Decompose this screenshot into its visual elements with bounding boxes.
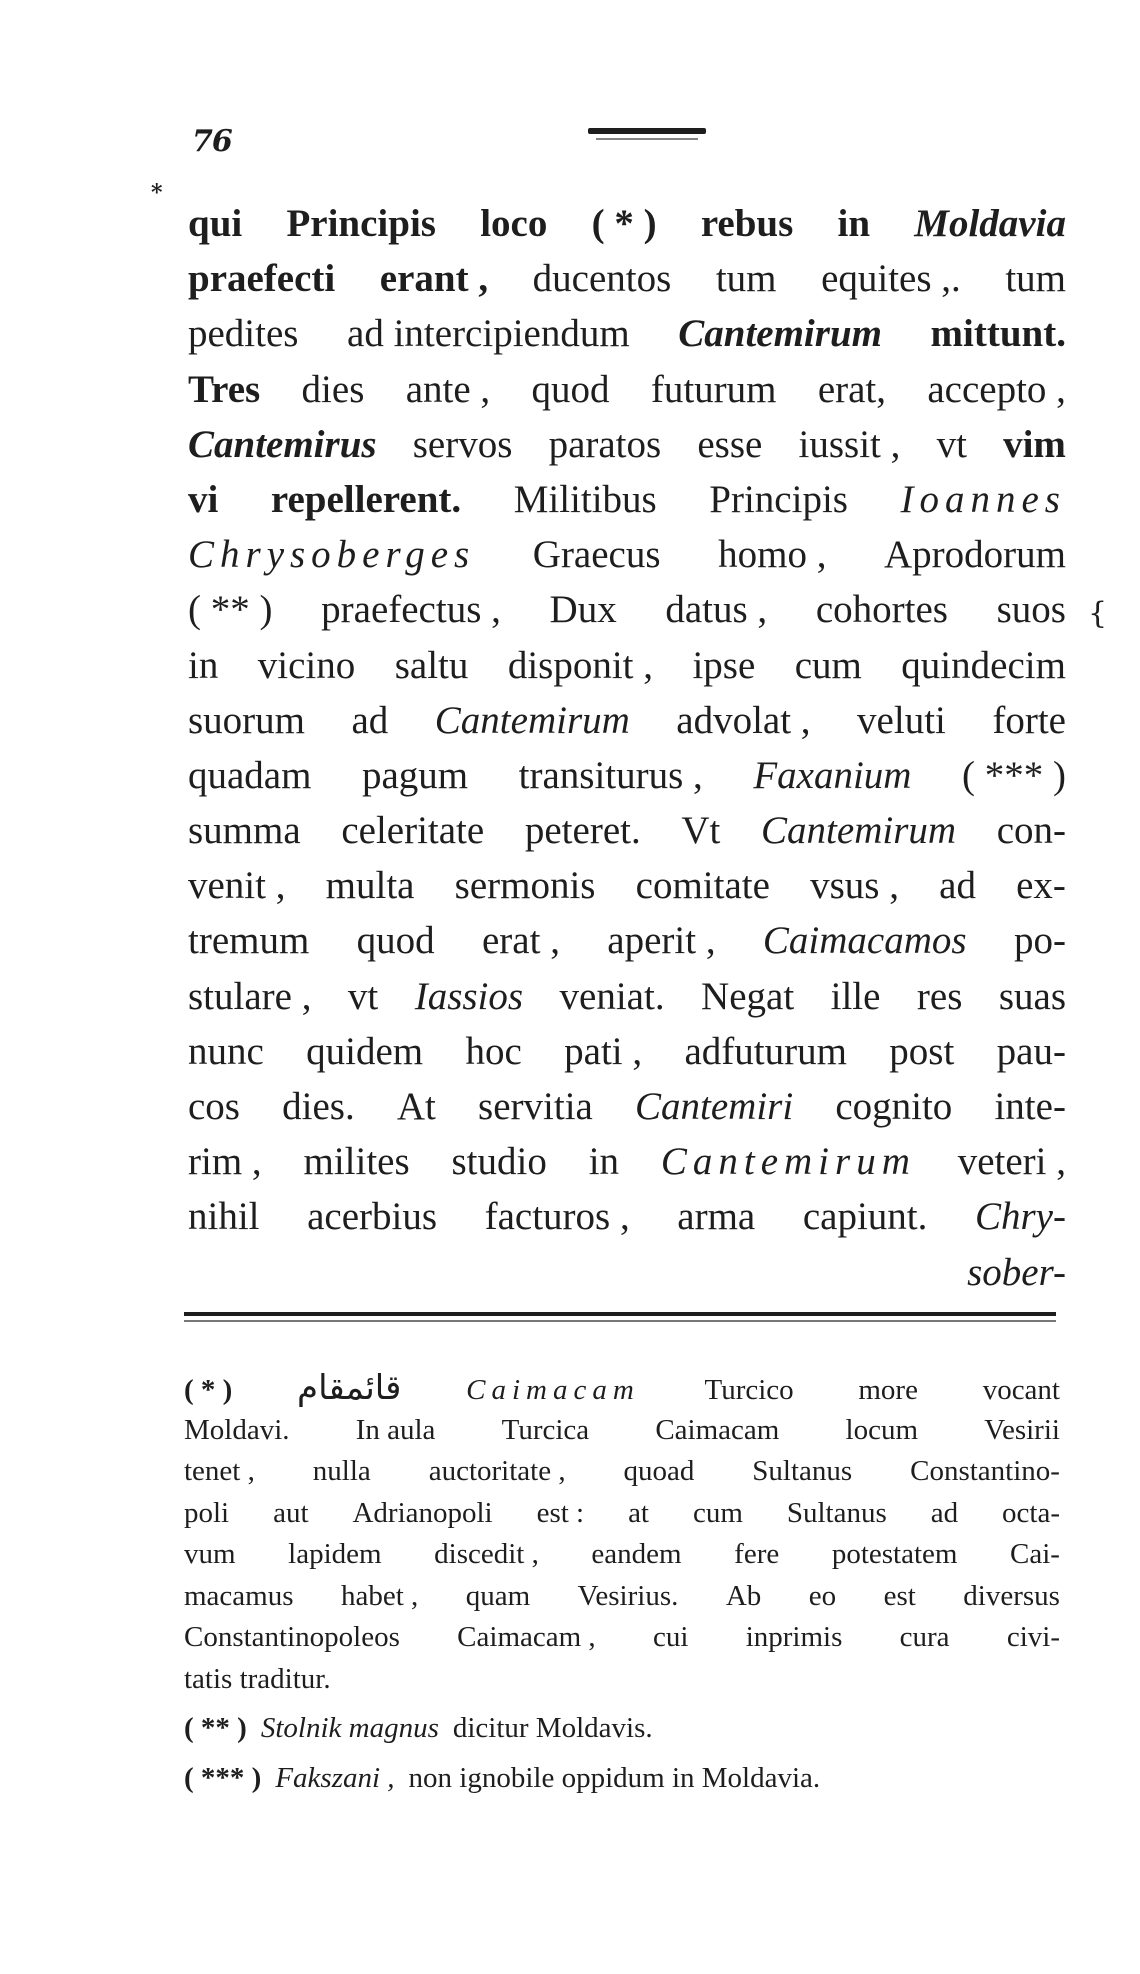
header-ornament-rule (588, 128, 706, 134)
word: Moldavi. (184, 1413, 290, 1446)
word: auctoritate , (428, 1455, 566, 1487)
word: ex- (1016, 864, 1066, 908)
word: erant , (379, 257, 489, 301)
word: Moldavia (914, 202, 1066, 245)
text-line (188, 748, 1066, 803)
word: Vesirius. (577, 1579, 679, 1612)
word: Aprodorum (884, 533, 1066, 577)
word: futurum (650, 367, 777, 411)
word: suas (998, 974, 1066, 1018)
word: In aula (355, 1413, 436, 1446)
word: Constantinopoleos (184, 1621, 400, 1653)
text-line (188, 251, 1066, 306)
word: Cantemirum (660, 1140, 916, 1184)
word: veniat. (559, 974, 665, 1018)
word: acerbius (307, 1195, 438, 1239)
word: homo , (718, 533, 827, 577)
word: quod (531, 367, 610, 411)
footnote-mark: ( * ) (184, 1374, 233, 1406)
word: Principis (709, 477, 848, 521)
word: vt (347, 974, 379, 1018)
text-line (188, 803, 1066, 858)
word: pedites (188, 312, 299, 356)
word: civi- (1006, 1621, 1060, 1653)
word: ante , (405, 367, 491, 411)
word: praefecti (188, 257, 336, 301)
word: dies (301, 367, 365, 411)
word: in (188, 643, 219, 687)
text-line (188, 527, 1066, 582)
footnote-line (184, 1410, 1060, 1452)
word: erat , (482, 919, 560, 963)
main-text-block (188, 196, 1066, 1300)
footnote-line (184, 1708, 1060, 1750)
word: comitate (635, 864, 770, 908)
word: non ignobile oppidum in Moldavia. (408, 1761, 821, 1794)
word: paratos (548, 422, 662, 466)
word: quadam (188, 753, 312, 797)
text-line (188, 693, 1066, 748)
word: Caimacam (466, 1374, 640, 1406)
word: suos (996, 588, 1066, 632)
word: forte (992, 698, 1066, 742)
word: Cantemirum (761, 809, 957, 853)
word: suorum (188, 698, 305, 742)
footnote-line (184, 1368, 1060, 1410)
word: Cantemiri (635, 1085, 794, 1128)
word: Stolnik magnus (260, 1712, 439, 1744)
footnote-line (184, 1576, 1060, 1618)
footnote-line (184, 1617, 1060, 1659)
word: Cantemirus (188, 422, 377, 466)
word: quoad (623, 1455, 695, 1487)
word: pau- (996, 1029, 1066, 1073)
word: Adrianopoli (352, 1496, 493, 1529)
word: lapidem (288, 1538, 382, 1570)
word: quindecim (901, 643, 1066, 687)
word: locum (845, 1413, 919, 1446)
word: in (837, 202, 871, 245)
word: vocant (982, 1374, 1060, 1406)
word: vsus , (810, 864, 899, 908)
word: dicitur Moldavis. (452, 1712, 653, 1744)
word: facturos , (484, 1195, 630, 1239)
word: loco (480, 202, 548, 245)
word: studio (451, 1140, 547, 1184)
text-line (188, 306, 1066, 361)
word: cognito (835, 1085, 953, 1128)
text-line (188, 969, 1066, 1024)
word: celeritate (341, 809, 485, 853)
word: Constantino- (910, 1455, 1060, 1487)
word: ( * ) (591, 202, 657, 245)
word: est : (536, 1496, 585, 1529)
word: Militibus (513, 477, 657, 521)
text-line (188, 196, 1066, 251)
word: cura (899, 1621, 950, 1653)
word: Cantemirum (434, 698, 630, 742)
word: mittunt. (930, 312, 1066, 356)
word: con- (996, 809, 1066, 853)
word: quod (356, 919, 435, 963)
word: eandem (591, 1538, 682, 1570)
word: sermonis (454, 864, 596, 908)
text-line (188, 417, 1066, 472)
text-line (188, 1024, 1066, 1079)
footnote-line (184, 1534, 1060, 1576)
word: arma (677, 1195, 756, 1239)
word: inprimis (745, 1621, 843, 1653)
word: servos (412, 422, 513, 466)
word: octa- (1002, 1496, 1060, 1529)
text-line (188, 1189, 1066, 1244)
footnote-line (184, 1659, 1060, 1701)
word: Principis (286, 202, 436, 245)
footnote-separator-rule (184, 1312, 1056, 1316)
word: more (858, 1374, 918, 1406)
word: Sultanus (786, 1496, 887, 1529)
word: disponit , (507, 643, 653, 687)
word: Iassios (414, 974, 524, 1018)
word: veluti (857, 698, 946, 742)
margin-brace-mark: { (1088, 596, 1108, 631)
word: fere (734, 1538, 780, 1570)
word: erat, (817, 367, 887, 411)
footnote-line (184, 1758, 1060, 1800)
word: praefectus , (321, 588, 501, 632)
word: est (883, 1579, 916, 1612)
word: ( ** ) (188, 588, 273, 632)
word: Turcica (501, 1413, 590, 1446)
word: cohortes (815, 588, 948, 632)
text-line (188, 858, 1066, 913)
word: post (889, 1029, 955, 1073)
word: po- (1013, 919, 1066, 963)
word: esse (697, 422, 763, 466)
word: Tres (188, 367, 261, 411)
word: peteret. (524, 809, 641, 853)
word: equites ,. (821, 257, 961, 301)
word: transiturus , (518, 753, 703, 797)
word: aperit , (607, 919, 716, 963)
word: quam (465, 1579, 531, 1612)
word: repellerent. (270, 477, 462, 521)
word: macamus (184, 1579, 294, 1612)
word: rim , (188, 1140, 262, 1184)
word: iussit , (798, 422, 901, 466)
word: Caimacam , (457, 1621, 596, 1653)
text-line (188, 582, 1066, 637)
word: Vt (681, 809, 721, 853)
word: ille (830, 974, 881, 1018)
word: Faxanium (753, 753, 912, 797)
word: ad (351, 698, 389, 742)
word: cos (188, 1085, 240, 1128)
word: vicino (257, 643, 356, 687)
word: saltu (394, 643, 469, 687)
word: cui (652, 1621, 689, 1653)
word: datus , (665, 588, 768, 632)
word: at (628, 1496, 649, 1529)
word: eo (808, 1579, 837, 1612)
word: Caimacamos (762, 919, 967, 963)
word: poli (184, 1496, 230, 1529)
word: Cantemirum (678, 312, 882, 356)
word: Caimacam (655, 1413, 780, 1446)
word: ipse (692, 643, 756, 687)
word: hoc (465, 1029, 522, 1073)
arabic-word: قائمقام (297, 1368, 402, 1408)
word: ducentos (532, 257, 672, 301)
word: summa (188, 809, 301, 853)
word: Ioannes (900, 477, 1066, 521)
text-line (188, 1079, 1066, 1134)
word: Turcico (704, 1374, 794, 1406)
word: Chry- (974, 1195, 1066, 1239)
footnote-line (184, 1451, 1060, 1493)
word: servitia (478, 1085, 593, 1128)
word: vim (1003, 422, 1066, 466)
word: rebus (700, 202, 794, 245)
word: At (396, 1085, 436, 1128)
page-number: 76 (192, 124, 232, 159)
word: tum (1005, 257, 1066, 301)
word: Vesirii (984, 1413, 1060, 1446)
word: milites (303, 1140, 410, 1184)
word: ad intercipiendum (347, 312, 630, 356)
word: dies. (282, 1085, 355, 1128)
text-line (188, 1134, 1066, 1189)
catchword: sober- (967, 1250, 1066, 1294)
word: Chrysoberges (188, 533, 476, 577)
word: habet , (340, 1579, 419, 1612)
word: pagum (361, 753, 469, 797)
word: tum (715, 257, 777, 301)
word: Cai- (1010, 1538, 1060, 1570)
text-line (188, 362, 1066, 417)
word: diversus (963, 1579, 1060, 1612)
word: veteri , (957, 1140, 1066, 1184)
word: tenet , (184, 1455, 255, 1487)
word: in (588, 1140, 620, 1184)
word: ( ** ) (184, 1712, 247, 1744)
word: Dux (549, 588, 617, 632)
footnotes-block (184, 1368, 1060, 1799)
word: pati , (564, 1029, 643, 1073)
word: potestatem (831, 1538, 958, 1570)
word: Graecus (532, 533, 661, 577)
footnote-line (184, 1493, 1060, 1535)
text-line (188, 638, 1066, 693)
word: Sultanus (752, 1455, 853, 1487)
word: qui (188, 202, 243, 245)
word: quidem (306, 1029, 424, 1073)
word: multa (325, 864, 415, 908)
word: Ab (725, 1579, 762, 1612)
word: cum (794, 643, 862, 687)
text-line (188, 913, 1066, 968)
word: inte- (994, 1085, 1066, 1128)
word: ad (930, 1496, 959, 1529)
word: advolat , (676, 698, 811, 742)
word: Negat (701, 974, 795, 1018)
word: discedit , (434, 1538, 539, 1570)
text-line (188, 472, 1066, 527)
word: venit , (188, 864, 286, 908)
word: ( *** ) (961, 753, 1066, 797)
word: tremum (188, 919, 310, 963)
word: ad (939, 864, 976, 908)
word: vt (936, 422, 967, 466)
margin-asterisk: * (151, 180, 163, 206)
word: accepto , (927, 367, 1066, 411)
catchword-line (188, 1245, 1066, 1300)
word: adfuturum (684, 1029, 847, 1073)
word: ( *** ) (184, 1761, 262, 1794)
word: capiunt. (802, 1195, 928, 1239)
word: cum (692, 1496, 743, 1529)
word: nihil (188, 1195, 260, 1239)
word: nunc (188, 1029, 264, 1073)
word: nulla (312, 1455, 371, 1487)
word: aut (273, 1496, 309, 1529)
word: tatis traditur. (184, 1662, 331, 1695)
word: vi (188, 477, 219, 521)
word: vum (184, 1538, 236, 1570)
word: stulare , (188, 974, 312, 1018)
word: res (916, 974, 963, 1018)
word: Fakszani , (275, 1761, 395, 1794)
